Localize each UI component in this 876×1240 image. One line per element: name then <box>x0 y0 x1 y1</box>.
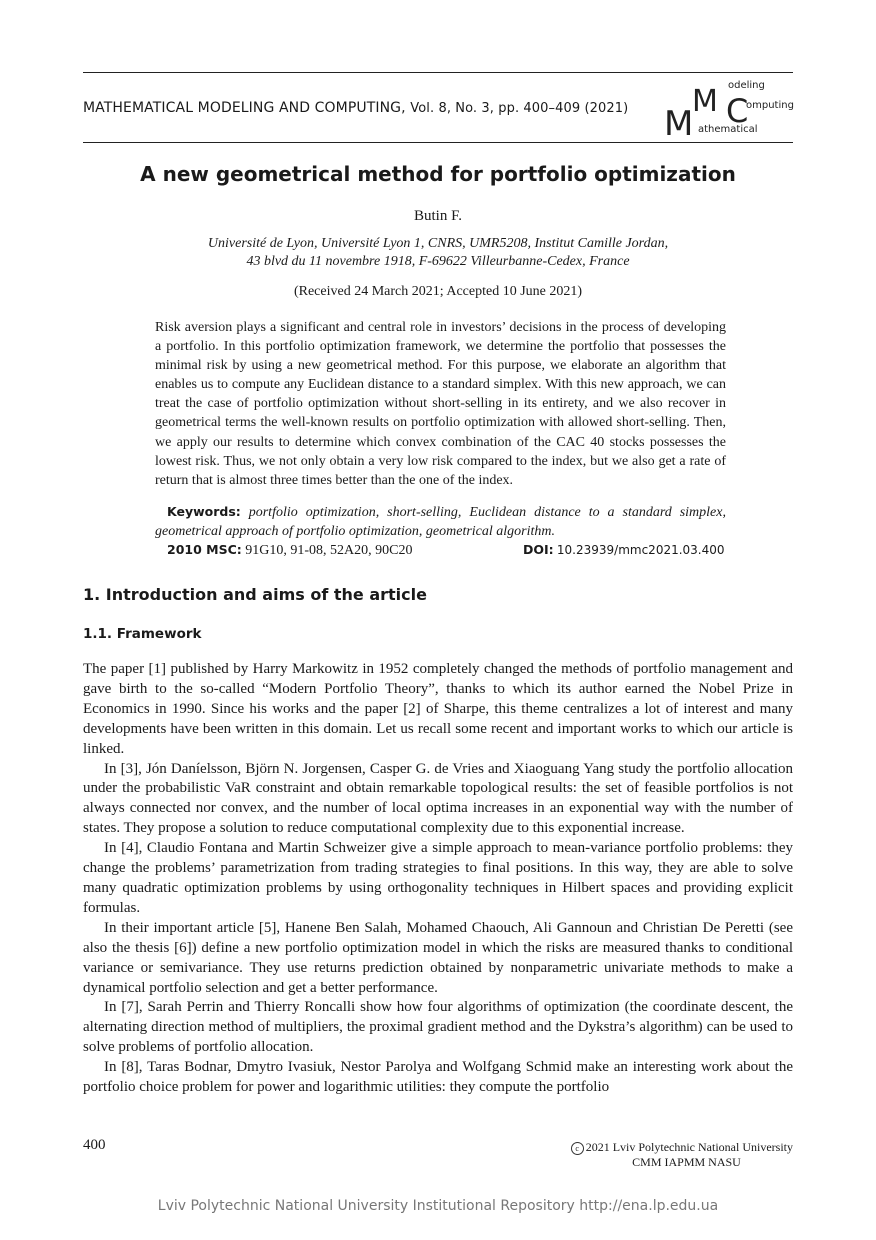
journal-citation <box>83 100 628 116</box>
page-number: 400 <box>83 1137 106 1153</box>
logo-letter-m-large: M <box>664 104 694 144</box>
logo-letter-m-mid: M <box>692 84 718 119</box>
keywords <box>155 502 726 541</box>
paragraph: In their important article [5], Hanene Ben Salah, Mohamed Chaouch, Ali Gannoun and Christian De Peretti (see also the thesis [6]) define a new portfolio optimization model in which the risks are measured thanks to conditional variance or semivariance. They use returns prediction obtained by nonparametric univariate methods to make a dynamical portfolio selection and get a better performance. <box>83 919 793 996</box>
doi <box>523 542 725 558</box>
journal-logo <box>664 78 794 144</box>
paragraph: In [3], Jón Daníelsson, Björn N. Jorgensen, Casper G. de Vries and Xiaoguang Yang study the portfolio allocation under the probabilistic VaR constraint and obtain remarkable topological results: the set of feasible portfolios is not always connected nor convex, and the number of local optima increases in an exponential way with the number of states. They propose a solution to reduce computational complexity due to this exponential increase. <box>83 760 793 837</box>
journal-volume: Vol. 8, No. 3, pp. 400–409 (2021) <box>410 101 629 116</box>
journal-name: MATHEMATICAL MODELING AND COMPUTING, <box>83 100 406 116</box>
doi-label: DOI: <box>523 542 554 557</box>
paragraph: In [8], Taras Bodnar, Dmytro Ivasiuk, Nestor Parolya and Wolfgang Schmid make an interesting work about the portfolio choice problem for power and logarithmic utilities: they compute the portfolio <box>83 1059 793 1096</box>
body-text <box>83 660 793 1098</box>
subsection-heading: 1.1. Framework <box>83 626 202 642</box>
copyright-line-2: CMM IAPMM NASU <box>632 1155 741 1169</box>
doi-link[interactable]: 10.23939/mmc2021.03.400 <box>556 543 725 557</box>
paragraph: In [7], Sarah Perrin and Thierry Roncalli show how four algorithms of optimization (the coordinate descent, the alternating direction method of multipliers, the proximal gradient method and the Dykstra’s algorithm) can be used to solve problems of portfolio allocation. <box>83 999 793 1056</box>
article-title: A new geometrical method for portfolio optimization <box>140 162 736 186</box>
logo-word-mathematical: athematical <box>698 124 758 135</box>
copyright-icon: c <box>571 1142 584 1155</box>
logo-word-modeling: odeling <box>728 80 765 91</box>
repository-footer[interactable]: Lviv Polytechnic National University Institutional Repository http://ena.lp.edu.ua <box>157 1198 719 1214</box>
msc-classification <box>167 542 413 559</box>
logo-letter-c: C <box>726 92 749 130</box>
keywords-label: Keywords: <box>167 504 241 519</box>
header-rule-bottom <box>83 142 793 143</box>
affiliation-line-1: Université de Lyon, Université Lyon 1, CNRS, UMR5208, Institut Camille Jordan, <box>207 236 669 251</box>
header-rule-top <box>83 72 793 73</box>
logo-word-computing: omputing <box>746 100 794 111</box>
keywords-text: portfolio optimization, short-selling, Euclidean distance to a standard simplex, geometrical approach of portfolio optimization, geometrical algorithm. <box>155 505 726 539</box>
article-author: Butin F. <box>414 208 462 224</box>
copyright-notice <box>540 1140 793 1169</box>
abstract: Risk aversion plays a significant and central role in investors’ decisions in the process of developing a portfolio. In this portfolio optimization framework, we determine the portfolio that possesses the minimal risk by using a new geometrical method. For this purpose, we elaborate an algorithm that enables us to compute any Euclidean distance to a standard simplex. With this new approach, we can treat the case of portfolio optimization without short-selling in its entirety, and we also recover in geometrical terms the well-known results on portfolio optimization with allowed short-selling. Then, we apply our results to determine which convex combination of the CAC 40 stocks possesses the lowest risk. Thus, we not only obtain a very low risk compared to the index, but we also get a rate of return that is almost three times better than the one of the index. <box>155 320 726 488</box>
received-dates: (Received 24 March 2021; Accepted 10 June 2021) <box>293 284 583 299</box>
affiliation-line-2: 43 blvd du 11 novembre 1918, F-69622 Villeurbanne-Cedex, France <box>246 254 630 269</box>
copyright-line-1: 2021 Lviv Polytechnic National University <box>585 1140 793 1154</box>
msc-codes: 91G10, 91-08, 52A20, 90C20 <box>245 543 413 558</box>
msc-label: 2010 MSC: <box>167 542 242 557</box>
paragraph: The paper [1] published by Harry Markowitz in 1952 completely changed the methods of portfolio management and gave birth to the so-called “Modern Portfolio Theory”, thanks to which its author earned the Nobel Prize in Economics in 1990. Since his works and the paper [2] of Sharpe, this theme centralizes a lot of interest and many developments have been written in this domain. Let us recall some recent and important works to which our article is linked. <box>83 661 793 757</box>
paragraph: In [4], Claudio Fontana and Martin Schweizer give a simple approach to mean-variance portfolio problems: they change the problems’ parametrization from trading strategies to final positions. In this way, they are able to solve many quadratic optimization problems by using orthogonality techniques in Hilbert spaces and providing explicit formulas. <box>83 840 793 916</box>
section-heading: 1. Introduction and aims of the article <box>83 585 427 604</box>
